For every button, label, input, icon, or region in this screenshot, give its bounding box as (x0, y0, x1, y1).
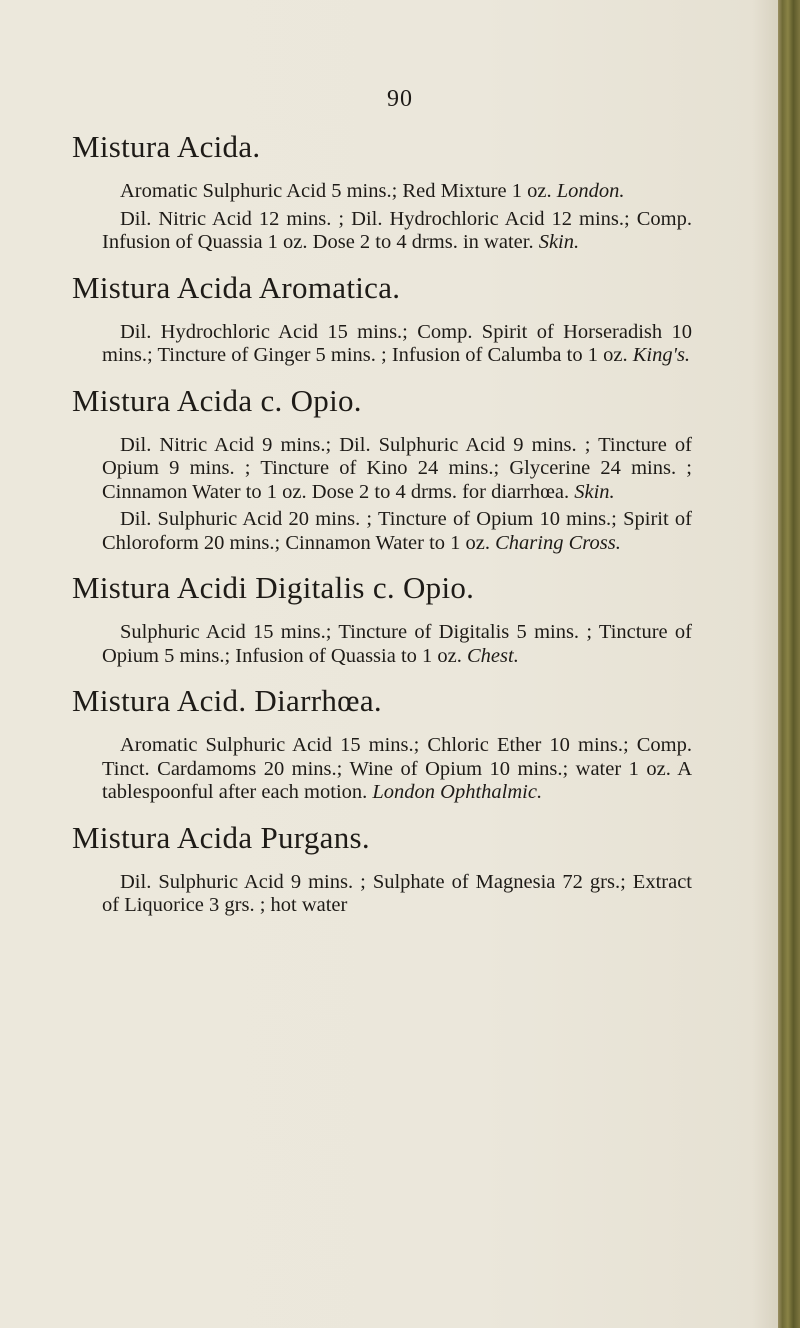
recipe-text: Dil. Nitric Acid 12 mins. ; Dil. Hydrochloric Acid 12 mins.; Comp. Infusion of Quassia 1 oz. Dose 2 to 4 drms. in water. (102, 207, 692, 253)
recipe-entry (102, 208, 692, 255)
recipe-source: Skin. (574, 480, 615, 503)
recipe-source: King's. (632, 344, 691, 366)
recipe-entry (102, 434, 692, 505)
recipe-text: Aromatic Sulphuric Acid 5 mins.; Red Mixture 1 oz. (120, 180, 557, 202)
section-mistura-acida-aromatica (72, 269, 692, 368)
section-mistura-acida (72, 128, 692, 255)
recipe-entry (102, 621, 692, 668)
recipe-source: London Ophthalmic. (372, 781, 543, 803)
recipe-text: Dil. Sulphuric Acid 20 mins. ; Tincture of Opium 10 mins.; Spirit of Chloroform 20 mins.; Cinnamon Water to 1 oz. (102, 508, 692, 554)
section-heading: Mistura Acida Aromatica. (72, 269, 401, 305)
page-number: 90 (387, 86, 413, 112)
section-heading: Mistura Acid. Diarrhœa. (72, 683, 382, 718)
section-heading: Mistura Acida Purgans. (72, 819, 370, 855)
section-mistura-acida-c-opio (72, 382, 692, 556)
section-heading: Mistura Acida c. Opio. (72, 382, 362, 418)
recipe-text: Aromatic Sulphuric Acid 15 mins.; Chloric Ether 10 mins.; Comp. Tinct. Cardamoms 20 mins.; Wine of Opium 10 mins.; water 1 oz. A tablespoonful after each motion. (102, 734, 692, 803)
recipe-source: London. (556, 180, 625, 202)
recipe-entry (102, 180, 692, 204)
recipe-text: Sulphuric Acid 15 mins.; Tincture of Digitalis 5 mins. ; Tincture of Opium 5 mins.; Infusion of Quassia to 1 oz. (102, 621, 692, 667)
recipe-source: Chest. (467, 644, 519, 667)
recipe-source: Charing Cross. (495, 531, 621, 554)
recipe-text: Dil. Hydrochloric Acid 15 mins.; Comp. Spirit of Horseradish 10 mins.; Tincture of Ginger 5 mins. ; Infusion of Calumba to 1 oz. (102, 320, 692, 366)
recipe-text: Dil. Sulphuric Acid 9 mins. ; Sulphate of Magnesia 72 grs.; Extract of Liquorice 3 grs. ; hot water (102, 870, 692, 916)
recipe-entry (102, 734, 692, 805)
section-mistura-acid-diarrhoea (72, 682, 692, 805)
recipe-entry (102, 871, 692, 918)
recipe-text: Dil. Nitric Acid 9 mins.; Dil. Sulphuric Acid 9 mins. ; Tincture of Opium 9 mins. ; Tincture of Kino 24 mins.; Glycerine 24 mins. ; Cinnamon Water to 1 oz. Dose 2 to 4 drms. for diarrhœa. (102, 433, 692, 503)
page-content (72, 128, 692, 932)
recipe-entry (102, 321, 692, 368)
section-heading: Mistura Acidi Digitalis c. Opio. (72, 570, 475, 605)
page-edge (778, 0, 800, 1328)
recipe-entry (102, 508, 692, 555)
section-mistura-acidi-digitalis (72, 569, 692, 668)
section-mistura-acida-purgans (72, 819, 692, 918)
recipe-source: Skin. (538, 231, 580, 253)
section-heading: Mistura Acida. (72, 129, 261, 164)
